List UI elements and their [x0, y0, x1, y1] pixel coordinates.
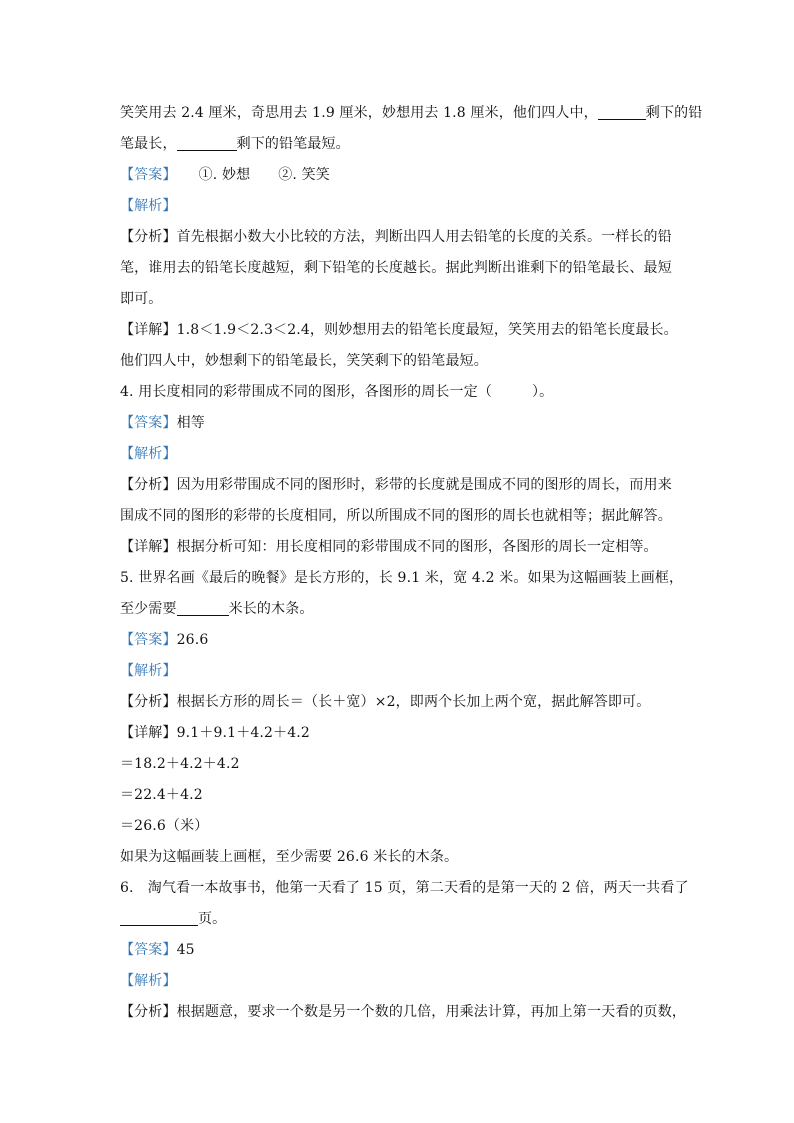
answer-blank [598, 102, 646, 120]
q5-fenxi-text-1: 根据长方形的周长＝（长＋宽）×2，即两个长加上两个宽，据此解答即可。 [176, 694, 651, 710]
answer-blank [120, 908, 198, 926]
q5-calc-2: ＝18.2＋4.2＋4.2 [120, 756, 240, 772]
q6-answer: 45 [176, 942, 195, 958]
question-6-line-2 [120, 904, 680, 935]
question-5-text-2b: 米长的木条。 [228, 601, 314, 617]
q5-conclusion-line [120, 842, 680, 873]
jiexi-tag: 【解析】 [120, 446, 177, 462]
fenxi-tag: 【分析】 [120, 1004, 177, 1020]
xiangjie-tag: 【详解】 [120, 725, 177, 741]
q5-fenxi-line-1 [120, 687, 680, 718]
q5-answer-line [120, 625, 680, 656]
question-3-line-1 [120, 98, 703, 129]
q3-fenxi-text-2: 笔，谁用去的铅笔长度越短，剩下铅笔的长度越长。据此判断出谁剩下的铅笔最长、最短 [120, 260, 672, 276]
q6-fenxi-text-1: 根据题意，要求一个数是另一个数的几倍，用乘法计算，再加上第一天看的页数， [176, 1004, 687, 1020]
q6-jiexi-line [120, 966, 680, 997]
q5-jiexi-line [120, 656, 680, 687]
q3-answer-1: ①. 妙想 [198, 167, 251, 183]
q4-fenxi-line-2 [120, 501, 680, 532]
q4-fenxi-line-1 [120, 470, 680, 501]
question-3-text-b: 剩下的铅 [645, 105, 703, 121]
q4-xiangjie-text-1: 根据分析可知：用长度相同的彩带围成不同的图形，各图形的周长一定相等。 [176, 539, 658, 555]
question-5-line-1 [120, 563, 684, 594]
q5-calc-line-2 [120, 749, 680, 780]
answer-tag: 【答案】 [120, 415, 177, 431]
q3-fenxi-text-3: 即可。 [120, 291, 163, 307]
question-3-line-2 [120, 129, 680, 160]
jiexi-tag: 【解析】 [120, 198, 177, 214]
q4-xiangjie-line-1 [120, 532, 680, 563]
q3-fenxi-line-2 [120, 253, 680, 284]
q4-answer-line [120, 408, 680, 439]
question-4-text-a: 4. 用长度相同的彩带围成不同的图形，各图形的周长一定（ [120, 384, 493, 400]
fenxi-tag: 【分析】 [120, 229, 177, 245]
answer-tag: 【答案】 [120, 167, 177, 183]
question-3-text-d: 剩下的铅笔最短。 [236, 136, 350, 152]
q5-calc-1: 9.1＋9.1＋4.2＋4.2 [176, 725, 310, 741]
answer-tag: 【答案】 [120, 632, 177, 648]
question-4-line [120, 377, 680, 408]
q6-answer-line [120, 935, 680, 966]
question-5-text-2a: 至少需要 [120, 601, 177, 617]
q5-xiangjie-line [120, 718, 680, 749]
q5-calc-line-4 [120, 811, 680, 842]
question-3-text-c: 笔最长， [120, 136, 177, 152]
jiexi-tag: 【解析】 [120, 973, 177, 989]
q5-calc-4: ＝26.6（米） [120, 818, 209, 834]
question-6-text-2b: 页。 [198, 911, 227, 927]
q3-xiangjie-text-2: 他们四人中，妙想剩下的铅笔最长，笑笑剩下的铅笔最短。 [120, 353, 488, 369]
question-4-text-b: ）。 [532, 384, 554, 400]
question-6-line-1 [120, 873, 689, 904]
q3-fenxi-text-1: 首先根据小数大小比较的方法，判断出四人用去铅笔的长度的关系。一样长的铅 [176, 229, 672, 245]
fenxi-tag: 【分析】 [120, 694, 177, 710]
q5-answer: 26.6 [176, 632, 209, 648]
q3-answer-line [120, 160, 680, 191]
question-6-text-1: 6. 淘气看一本故事书，他第一天看了 15 页，第二天看的是第一天的 2 倍，两天一共看了 [120, 880, 689, 896]
answer-blank [177, 598, 229, 616]
xiangjie-tag: 【详解】 [120, 322, 177, 338]
q3-xiangjie-line-2 [120, 346, 680, 377]
q4-jiexi-line [120, 439, 680, 470]
q3-fenxi-line-1 [120, 222, 680, 253]
answer-tag: 【答案】 [120, 942, 177, 958]
q3-fenxi-line-3 [120, 284, 680, 315]
q5-calc-3: ＝22.4＋4.2 [120, 787, 203, 803]
xiangjie-tag: 【详解】 [120, 539, 177, 555]
q4-fenxi-text-2: 围成不同的图形的彩带的长度相同，所以所围成不同的图形的周长也就相等；据此解答。 [120, 508, 672, 524]
q6-fenxi-line-1 [120, 997, 687, 1028]
question-3-text-a: 笑笑用去 2.4 厘米，奇思用去 1.9 厘米，妙想用去 1.8 厘米，他们四人中， [120, 105, 598, 121]
question-5-text-1: 5. 世界名画《最后的晚餐》是长方形的，长 9.1 米，宽 4.2 米。如果为这幅画装上画框， [120, 570, 684, 586]
document-page [120, 98, 703, 1028]
fenxi-tag: 【分析】 [120, 477, 177, 493]
jiexi-tag: 【解析】 [120, 663, 177, 679]
q3-xiangjie-line-1 [120, 315, 680, 346]
q5-calc-line-3 [120, 780, 680, 811]
q3-xiangjie-text-1: 1.8＜1.9＜2.3＜2.4，则妙想用去的铅笔长度最短，笑笑用去的铅笔长度最长。 [176, 322, 678, 338]
q4-answer: 相等 [176, 415, 205, 431]
question-5-line-2 [120, 594, 680, 625]
q3-jiexi-line [120, 191, 680, 222]
answer-blank [177, 133, 237, 151]
q4-fenxi-text-1: 因为用彩带围成不同的图形时，彩带的长度就是围成不同的图形的周长，而用来 [176, 477, 672, 493]
q3-answer-2: ②. 笑笑 [278, 167, 330, 183]
q5-conclusion: 如果为这幅画装上画框，至少需要 26.6 米长的木条。 [120, 849, 459, 865]
